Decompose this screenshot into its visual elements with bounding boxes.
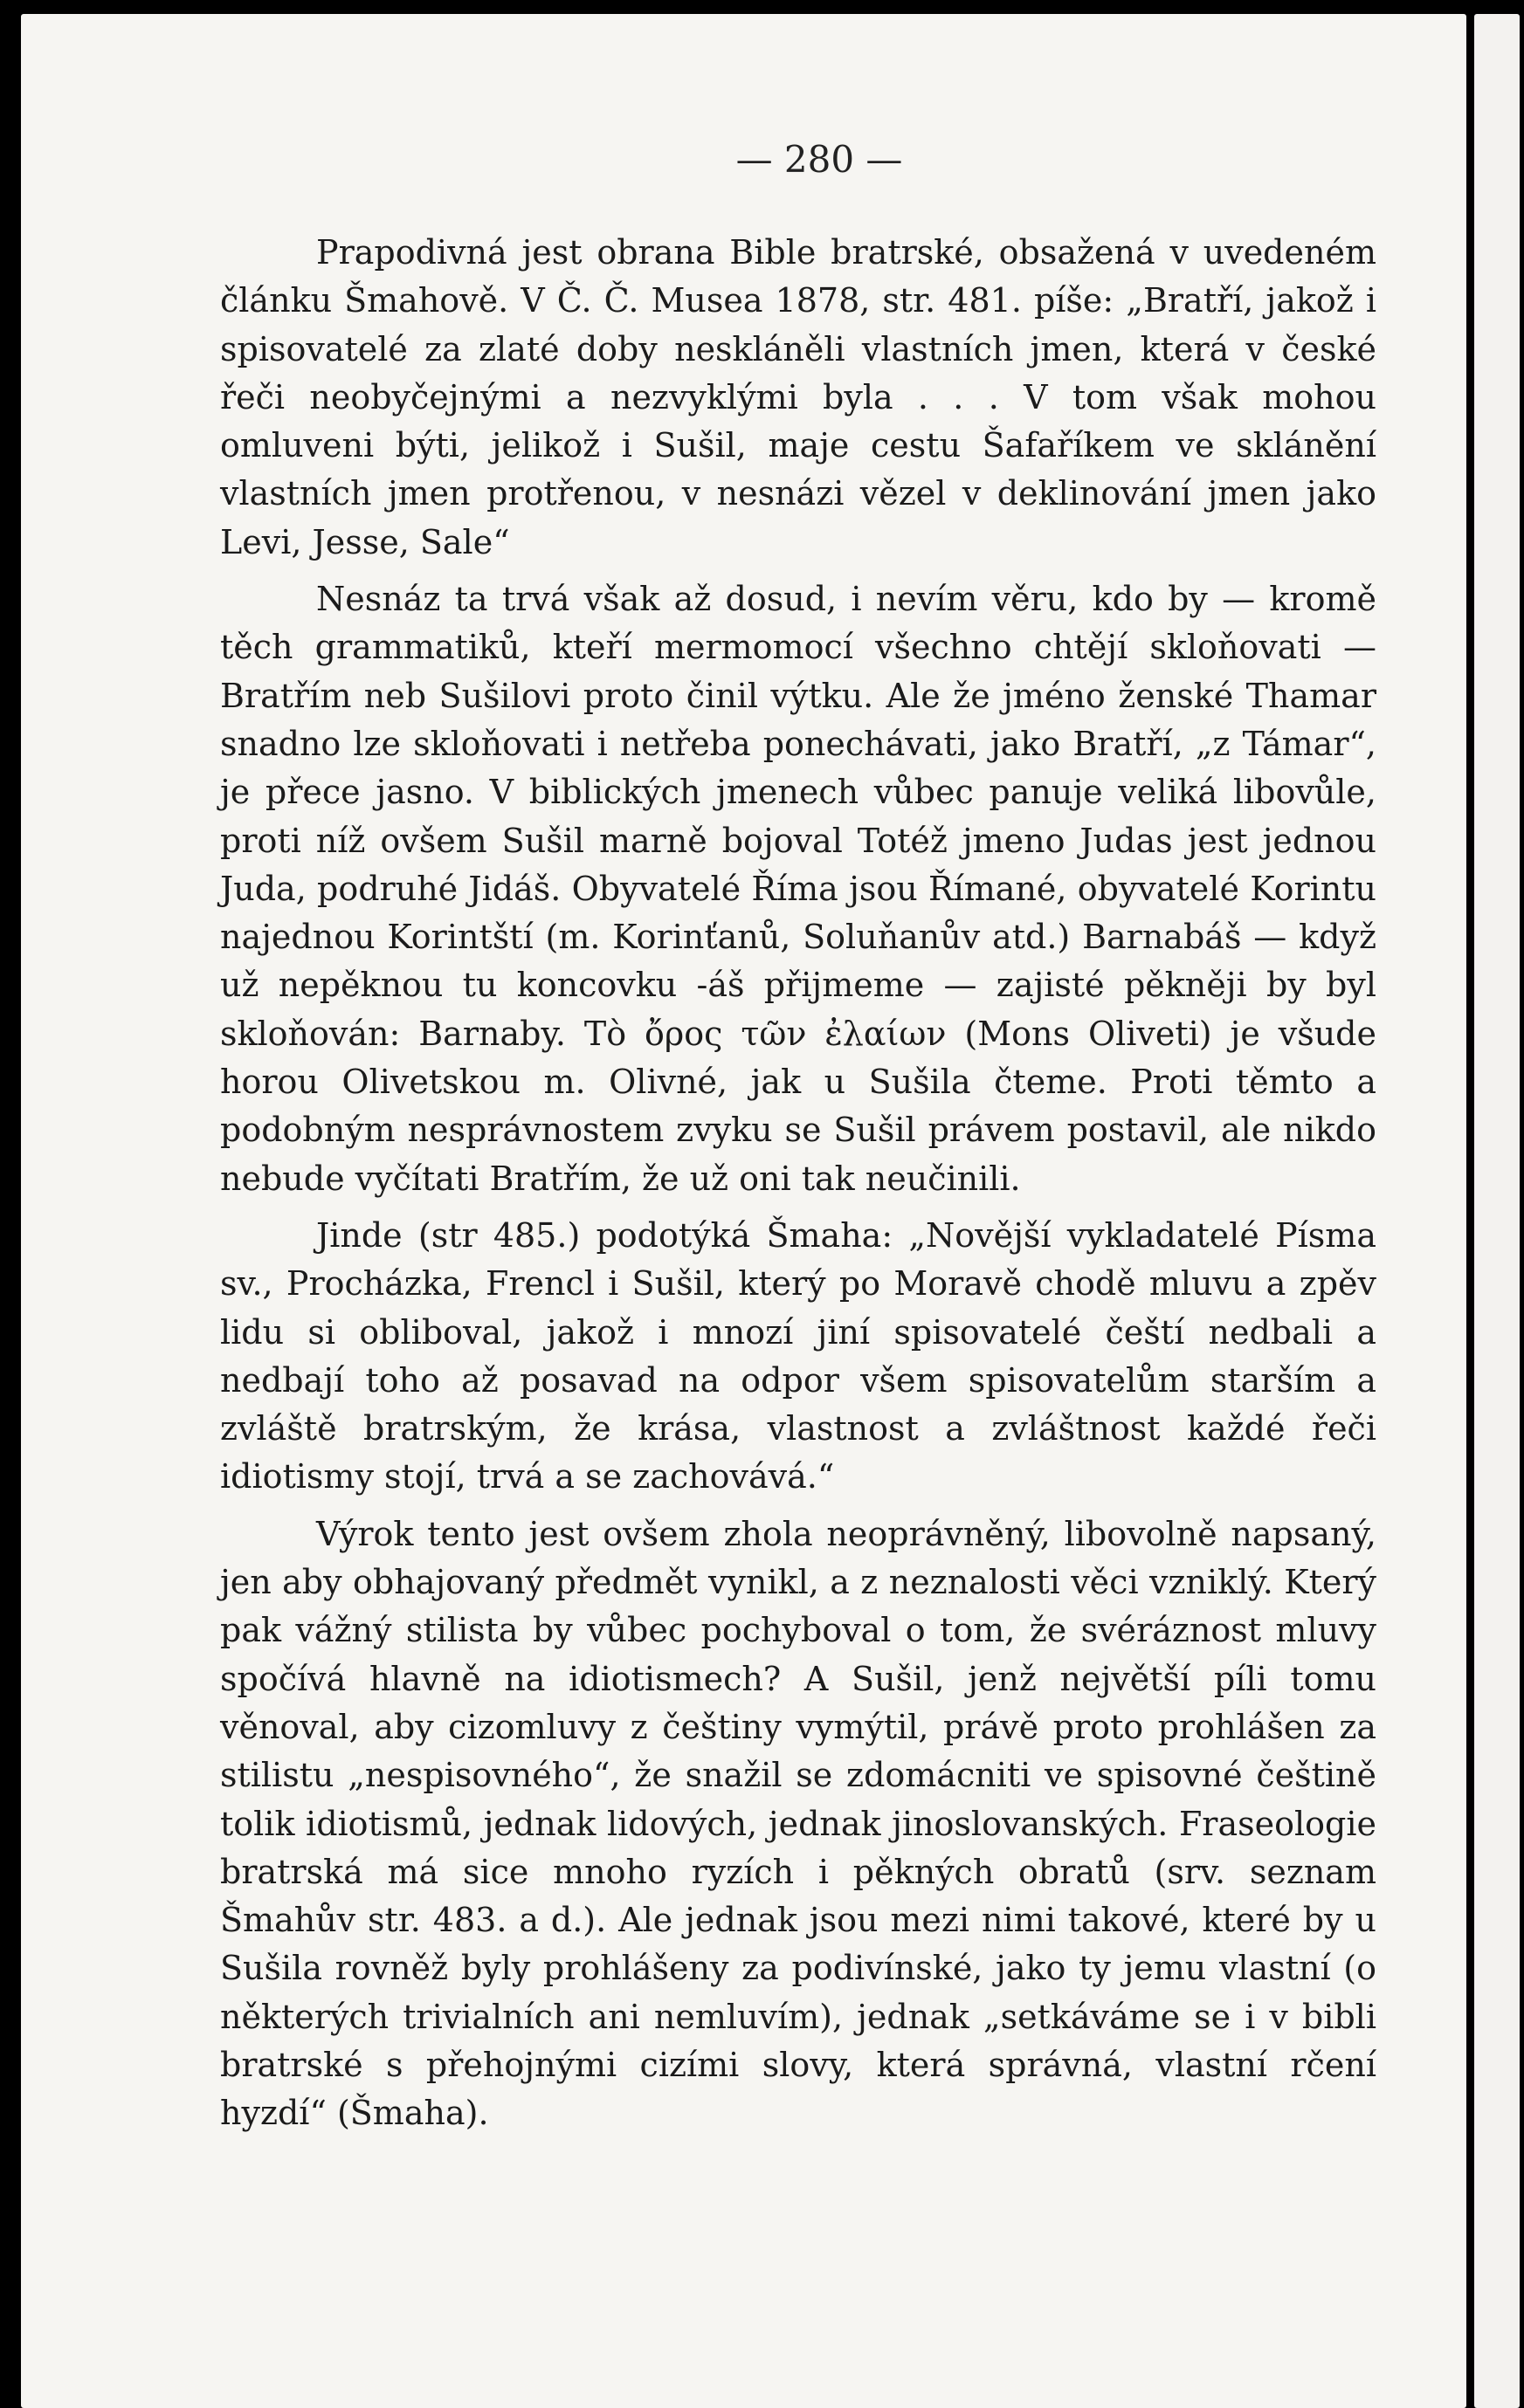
- paragraph-1: Prapodivná jest obrana Bible bratrské, obsažená v uvedeném článku Šmahově. V Č. Č. Musea 1878, str. 481. píše: „Bratří, jakož i spisovatelé za zlaté doby neskláněli vlastních jmen, která v české řeči neobyčejnými a nezvyklými byla . . . V tom však mohou omluveni býti, jelikož i Sušil, maje cestu Šafaříkem ve sklánění vlastních jmen protřenou, v nesnázi vězel v deklinování jmen jako Levi, Jesse, Sale“: [220, 233, 1376, 561]
- paragraph-2: Nesnáz ta trvá však až dosud, i nevím věru, kdo by — kromě těch grammatiků, kteří mermomocí všechno chtějí skloňovati — Bratřím neb Sušilovi proto činil výtku. Ale že jméno ženské Thamar snadno lze skloňovati i netřeba ponechávati, jako Bratří, „z Támar“, je přece jasno. V biblických jmenech vůbec panuje veliká libovůle, proti níž ovšem Sušil marně bojoval Totéž jmeno Judas jest jednou Juda, podruhé Jidáš. Obyvatelé Říma jsou Římané, obyvatelé Korintu najednou Korintští (m. Korinťanů, Soluňanův atd.) Barnabáš — když už nepěknou tu koncovku -áš přijmeme — zajisté pěkněji by byl skloňován: Barnaby. Τὸ ὄρος τῶν ἐλαίων (Mons Oliveti) je všude horou Olivetskou m. Olivné, jak u Sušila čteme. Proti těmto a podobným nesprávnostem zvyku se Sušil právem postavil, ale nikdo nebude vyčítati Bratřím, že už oni tak neučinili.: [220, 580, 1376, 1198]
- paragraph-3: Jinde (str 485.) podotýká Šmaha: „Novější vykladatelé Písma sv., Procházka, Frencl i Sušil, který po Moravě chodě mluvu a zpěv lidu si obliboval, jakož i mnozí jiní spisovatelé čeští nedbali a nedbají toho až posavad na odpor všem spisovatelům starším a zvláště bratrským, že krása, vlastnost a zvláštnost každé řeči idiotismy stojí, trvá a se zachovává.“: [220, 1215, 1376, 1496]
- adjacent-page-edge: [1474, 14, 1520, 2408]
- page-number: — 280 —: [735, 138, 903, 181]
- body-text: [220, 229, 1376, 2147]
- paragraph-4: Výrok tento jest ovšem zhola neoprávněný, libovolně napsaný, jen aby obhajovaný předmět vynikl, a z neznalosti věci vzniklý. Který pak vážný stilista by vůbec pochyboval o tom, že svéráznost mluvy spočívá hlavně na idiotismech? A Sušil, jenž největší píli tomu věnoval, aby cizomluvy z češtiny vymýtil, právě proto prohlášen za stilistu „nespisovného“, že snažil se zdomácniti ve spisovné češtině tolik idiotismů, jednak lidových, jednak jinoslovanských. Fraseologie bratrská má sice mnoho ryzích i pěkných obratů (srv. seznam Šmahův str. 483. a d.). Ale jednak jsou mezi nimi takové, které by u Sušila rovněž byly prohlášeny za podivínské, jako ty jemu vlastní (o některých trivialních ani nemluvím), jednak „setkáváme se i v bibli bratrské s přehojnými cizími slovy, která správná, vlastní rčení hyzdí“ (Šmaha).: [220, 1514, 1376, 2133]
